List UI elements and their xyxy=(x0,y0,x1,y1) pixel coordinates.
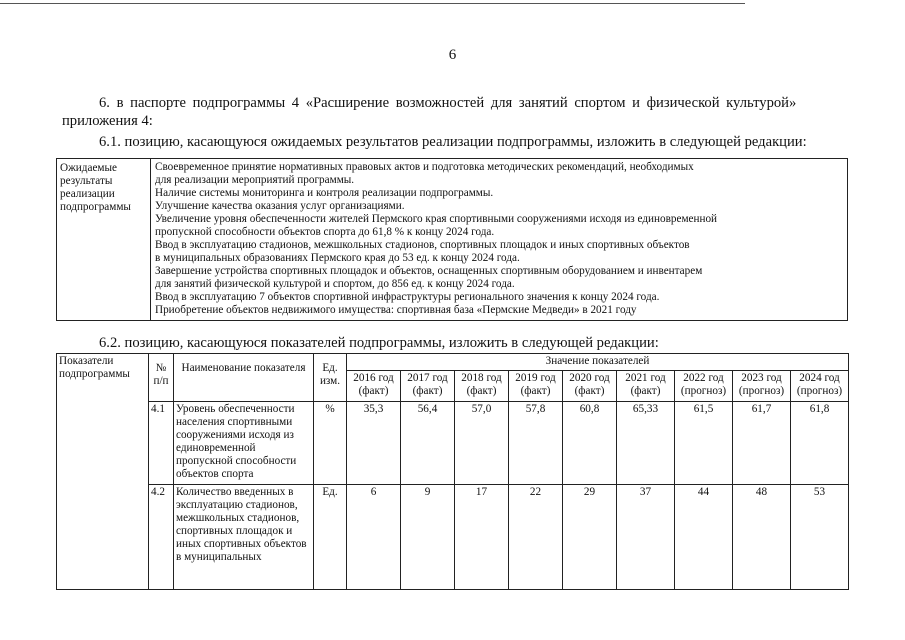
value-cell: 29 xyxy=(563,484,617,589)
unit-cell: % xyxy=(314,402,347,484)
result-line: для реализации мероприятий программы. xyxy=(155,174,355,186)
value-cell: 48 xyxy=(733,484,791,589)
paragraph-6: 6. в паспорте подпрограммы 4 «Расширение возможностей для занятий спортом и физической культурой» xyxy=(99,95,797,111)
paragraph-6-2: 6.2. позицию, касающуюся показателей подпрограммы, изложить в следующей редакции: xyxy=(99,335,659,351)
values-header: Значение показателей xyxy=(347,354,849,371)
value-cell: 61,8 xyxy=(791,402,849,484)
value-cell: 9 xyxy=(401,484,455,589)
result-line: пропускной способности объектов спорта до 61,8 % к концу 2024 года. xyxy=(155,226,495,238)
value-cell: 57,8 xyxy=(509,402,563,484)
paragraph-6-continuation: приложения 4: xyxy=(62,113,153,129)
row-number: 4.2 xyxy=(149,484,174,589)
value-cell: 22 xyxy=(509,484,563,589)
year-header-2021: 2021 год (факт) xyxy=(617,371,675,402)
value-cell: 65,33 xyxy=(617,402,675,484)
result-line: Приобретение объектов недвижимого имущества: спортивная база «Пермские Медведи» в 2021 году xyxy=(155,304,637,316)
result-line: Наличие системы мониторинга и контроля реализации подпрограммы. xyxy=(155,187,494,199)
result-line: Завершение устройства спортивных площадок и объектов, оснащенных спортивным оборудованием и инвентарем xyxy=(155,265,703,277)
top-rule xyxy=(0,3,745,4)
value-cell: 44 xyxy=(675,484,733,589)
value-cell: 60,8 xyxy=(563,402,617,484)
page-number: 6 xyxy=(448,47,457,63)
result-line: Своевременное принятие нормативных правовых актов и подготовка методических рекомендаций, необходимых xyxy=(155,161,694,173)
value-cell: 61,7 xyxy=(733,402,791,484)
name-header: Наименование показателя xyxy=(174,354,314,402)
result-line: для занятий физической культурой и спортом, до 856 ед. к концу 2024 года. xyxy=(155,278,515,290)
year-header-2020: 2020 год (факт) xyxy=(563,371,617,402)
indicator-name: Уровень обеспеченности населения спортивными сооружениями исходя из единовременной пропускной способности объектов спорта xyxy=(174,402,314,484)
result-line: в муниципальных образованиях Пермского края до 53 ед. к концу 2024 года. xyxy=(155,252,520,264)
paragraph-6-1: 6.1. позицию, касающуюся ожидаемых результатов реализации подпрограммы, изложить в следующей редакции: xyxy=(99,134,807,150)
year-header-2019: 2019 год (факт) xyxy=(509,371,563,402)
value-cell: 57,0 xyxy=(455,402,509,484)
value-cell: 61,5 xyxy=(675,402,733,484)
year-header-2022: 2022 год (прогноз) xyxy=(675,371,733,402)
indicator-name: Количество введенных в эксплуатацию стадионов, межшкольных стадионов, спортивных площадок и иных спортивных объектов в муниципальных xyxy=(174,484,314,589)
year-header-2018: 2018 год (факт) xyxy=(455,371,509,402)
year-header-2023: 2023 год (прогноз) xyxy=(733,371,791,402)
value-cell: 6 xyxy=(347,484,401,589)
expected-results-table xyxy=(56,158,848,321)
indicators-table xyxy=(56,353,849,590)
result-line: Ввод в эксплуатацию стадионов, межшкольных стадионов, спортивных площадок и иных спортивных объектов xyxy=(155,239,690,251)
value-cell: 37 xyxy=(617,484,675,589)
year-header-2016: 2016 год (факт) xyxy=(347,371,401,402)
indicators-label: Показатели подпрограммы xyxy=(57,354,149,590)
value-cell: 35,3 xyxy=(347,402,401,484)
row-number: 4.1 xyxy=(149,402,174,484)
year-header-2024: 2024 год (прогноз) xyxy=(791,371,849,402)
expected-results-text xyxy=(151,159,848,321)
value-cell: 56,4 xyxy=(401,402,455,484)
result-line: Улучшение качества оказания услуг организациями. xyxy=(155,200,405,212)
unit-header: Ед. изм. xyxy=(314,354,347,402)
num-header: № п/п xyxy=(149,354,174,402)
unit-cell: Ед. xyxy=(314,484,347,589)
year-header-2017: 2017 год (факт) xyxy=(401,371,455,402)
expected-results-label: Ожидаемые результаты реализации подпрограммы xyxy=(57,159,151,321)
result-line: Ввод в эксплуатацию 7 объектов спортивной инфраструктуры регионального значения к концу 2024 года. xyxy=(155,291,660,303)
result-line: Увеличение уровня обеспеченности жителей Пермского края спортивными сооружениями исходя из единовременной xyxy=(155,213,718,225)
value-cell: 17 xyxy=(455,484,509,589)
value-cell: 53 xyxy=(791,484,849,589)
